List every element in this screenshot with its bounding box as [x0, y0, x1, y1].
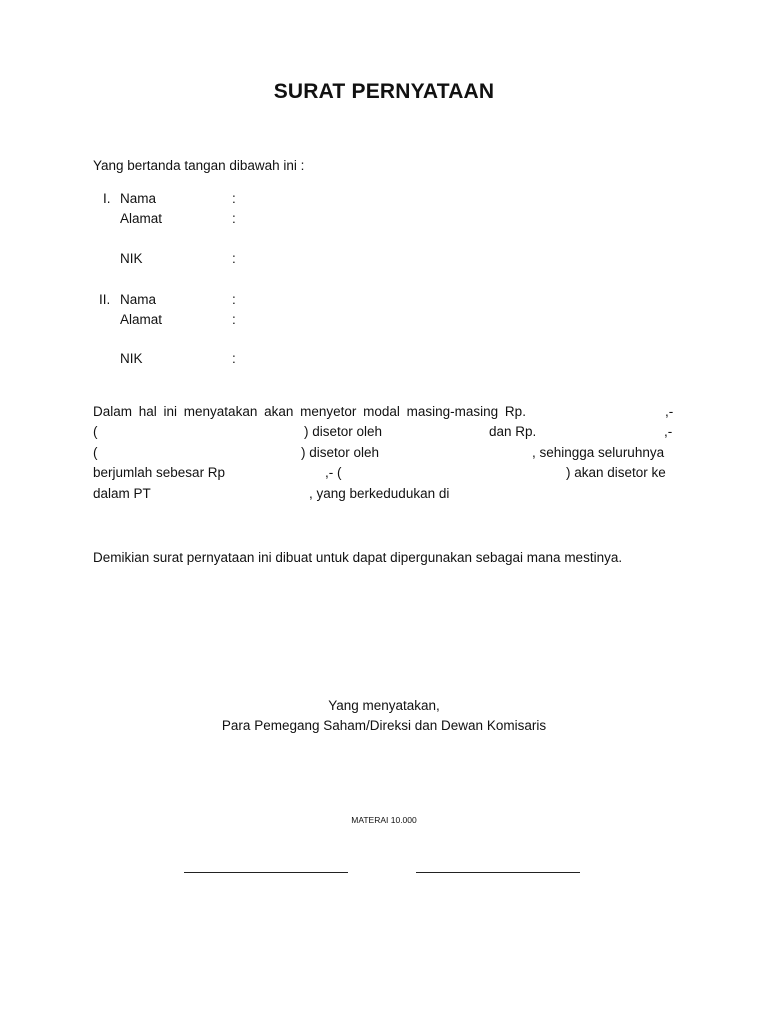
statement-line-3-open: (: [93, 445, 98, 460]
person-2-nik-label: NIK: [120, 351, 143, 366]
person-1-address-label: Alamat: [120, 211, 163, 226]
statement-line-2-mid: ) disetor oleh: [304, 424, 383, 439]
statement-line-4-end: ) akan disetor ke: [566, 465, 666, 480]
person-2-nik-colon: :: [232, 351, 236, 366]
statement-line-2-rp: dan Rp.: [489, 424, 537, 439]
statement-line-1-end: ,-: [665, 404, 674, 419]
signature-subheading: Para Pemegang Saham/Direksi dan Dewan Komisaris: [221, 718, 547, 733]
person-1-name-colon: :: [232, 191, 236, 206]
person-1-address-colon: :: [232, 211, 236, 226]
statement-line-4-mid: ,- (: [325, 465, 342, 480]
person-1-name-label: Nama: [120, 191, 157, 206]
signature-heading: Yang menyatakan,: [328, 698, 440, 713]
person-2-numeral: II.: [99, 292, 111, 307]
intro-text: Yang bertanda tangan dibawah ini :: [93, 158, 305, 173]
person-2-name-colon: :: [232, 292, 236, 307]
signature-line-left: [184, 872, 348, 873]
person-2-name-label: Nama: [120, 292, 157, 307]
document-title: SURAT PERNYATAAN: [273, 80, 495, 103]
closing-text: Demikian surat pernyataan ini dibuat untuk dapat dipergunakan sebagai mana mestinya.: [93, 550, 623, 565]
statement-line-5-start: dalam PT: [93, 486, 151, 501]
statement-line-2-end: ,-: [664, 424, 673, 439]
statement-line-3-mid: ) disetor oleh: [301, 445, 380, 460]
person-1-nik-label: NIK: [120, 251, 143, 266]
statement-line-2-open: (: [93, 424, 98, 439]
statement-line-4-start: berjumlah sebesar Rp: [93, 465, 226, 480]
signature-line-right: [416, 872, 580, 873]
person-2-address-label: Alamat: [120, 312, 163, 327]
stamp-label: MATERAI 10.000: [351, 815, 417, 825]
person-1-nik-colon: :: [232, 251, 236, 266]
statement-line-1: Dalam hal ini menyatakan akan menyetor modal masing-masing Rp.: [93, 404, 526, 419]
person-1-numeral: I.: [103, 191, 111, 206]
statement-line-3-end: , sehingga seluruhnya: [532, 445, 665, 460]
statement-line-5-end: , yang berkedudukan di: [309, 486, 450, 501]
person-2-address-colon: :: [232, 312, 236, 327]
